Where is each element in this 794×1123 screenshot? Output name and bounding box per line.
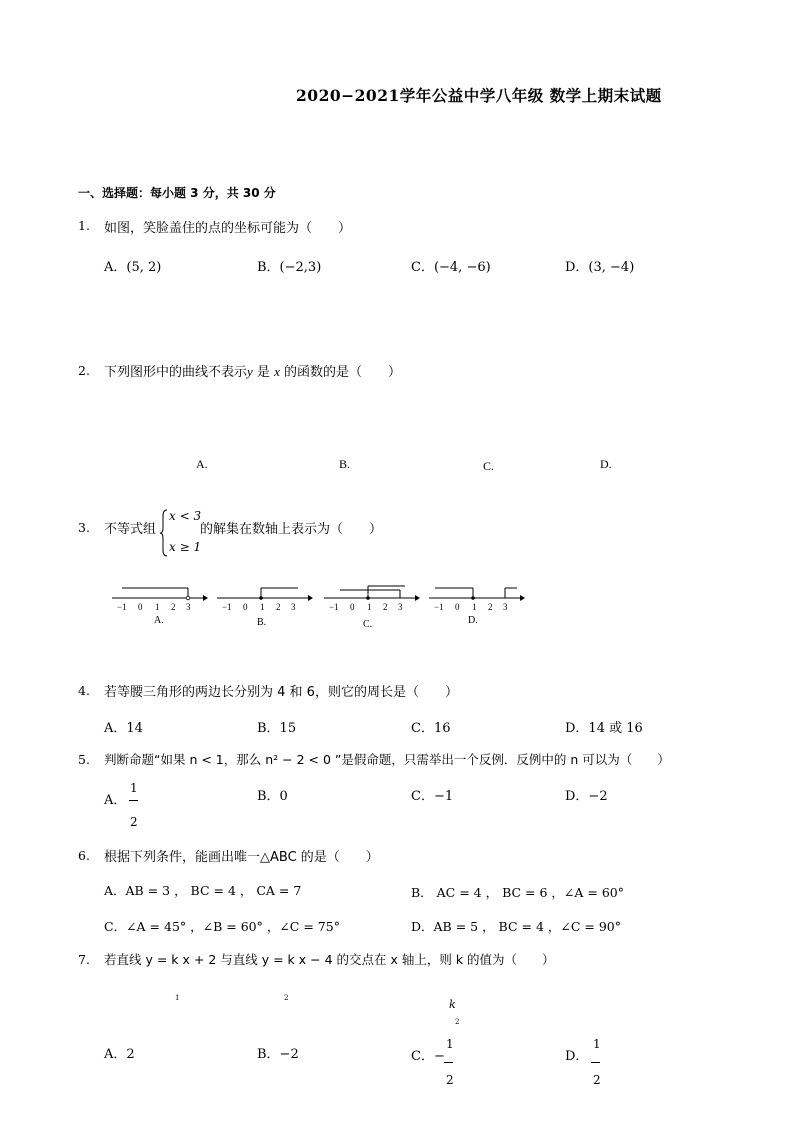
tick-label: 2 — [383, 602, 388, 612]
question-number: 5. — [78, 752, 90, 767]
option-a-prefix: A． — [104, 793, 127, 808]
number-line-c — [324, 586, 420, 612]
tick-label: 3 — [186, 602, 191, 612]
option-d: D．(3, −4) — [565, 260, 635, 275]
subscript-1: 1 — [175, 994, 180, 1002]
tick-label: 2 — [171, 602, 176, 612]
question-number: 3. — [78, 520, 90, 535]
number-line-d — [429, 588, 525, 612]
tick-label: −1 — [117, 602, 127, 612]
tick-label: 0 — [350, 602, 355, 612]
figure-label-a: A. — [196, 457, 208, 471]
question-text: 下列图形中的曲线不表示y 是 x 的函数的是（ ） — [104, 364, 401, 380]
option-c: C．(−4, −6) — [411, 260, 491, 275]
tick-label: 3 — [291, 602, 296, 612]
figure-label-d: D. — [600, 457, 612, 471]
tick-label: 1 — [367, 602, 372, 612]
option-a-denominator: 2 — [130, 815, 138, 829]
option-d-numerator: 1 — [593, 1037, 601, 1051]
option-c-numerator: 1 — [446, 1037, 454, 1051]
option-b: B．−2 — [257, 1047, 299, 1062]
option-b: B．(−2,3) — [257, 260, 322, 275]
question-text: 如图，笑脸盖住的点的坐标可能为（ ） — [104, 221, 352, 236]
fraction-bar — [591, 1062, 600, 1063]
fraction-bar — [444, 1062, 453, 1063]
option-d-prefix: D． — [565, 1049, 589, 1064]
option-d: D．14 或 16 — [565, 721, 643, 736]
option-d-denominator: 2 — [593, 1073, 601, 1087]
question-number: 7. — [78, 952, 90, 967]
option-d: D．AB = 5 ， BC = 4 ，∠C = 90° — [411, 919, 621, 934]
question-number: 1. — [78, 218, 90, 233]
ratio-k: k — [449, 998, 456, 1011]
tick-label: 1 — [472, 602, 477, 612]
tick-label: 1 — [260, 602, 265, 612]
question-text: 若直线 y = k x + 2 与直线 y = k x − 4 的交点在 x 轴上，则 k 的值为（ ） — [104, 952, 555, 967]
question-number: 6. — [78, 848, 90, 863]
tick-label: 3 — [398, 602, 403, 612]
tick-label: 1 — [155, 602, 160, 612]
fraction-bar — [129, 800, 138, 801]
tick-label: 0 — [138, 602, 143, 612]
tick-label: 2 — [276, 602, 281, 612]
question-text-before: 不等式组 — [104, 522, 157, 537]
number-line-label-a: A. — [154, 615, 164, 626]
question-number: 2. — [78, 363, 90, 378]
inequality-1: x < 3 — [169, 509, 202, 523]
number-line-label-d: D. — [468, 615, 478, 626]
option-c-prefix: C．− — [411, 1049, 445, 1064]
option-c: C．16 — [411, 721, 451, 736]
option-d: D．−2 — [565, 789, 608, 804]
page-title: 2020−2021学年公益中学八年级 数学上期末试题 — [296, 86, 662, 105]
number-line-label-c: C. — [363, 619, 373, 630]
option-b: B．0 — [257, 789, 288, 804]
question-text: 若等腰三角形的两边长分别为 4 和 6，则它的周长是（ ） — [104, 685, 458, 700]
tick-label: −1 — [434, 602, 444, 612]
section-heading: 一、选择题：每小题 3 分，共 30 分 — [78, 186, 276, 200]
option-c-denominator: 2 — [446, 1073, 454, 1087]
option-c: C．−1 — [411, 789, 454, 804]
option-a: A．(5, 2) — [104, 260, 162, 275]
option-b: B． AC = 4 ， BC = 6 ，∠A = 60° — [411, 885, 624, 900]
tick-label: 0 — [455, 602, 460, 612]
figure-label-b: B. — [339, 457, 351, 471]
number-line-label-b: B. — [257, 617, 267, 628]
inequality-2: x ≥ 1 — [169, 540, 202, 554]
subscript-2: 2 — [284, 994, 289, 1002]
tick-label: −1 — [222, 602, 232, 612]
question-text-after: 的解集在数轴上表示为（ ） — [200, 522, 383, 537]
option-a: A．2 — [104, 1047, 135, 1062]
tick-label: 0 — [243, 602, 248, 612]
number-line-a — [112, 588, 208, 612]
figure-label-c: C. — [483, 459, 495, 473]
ratio-subscript: 2 — [455, 1018, 460, 1026]
tick-label: 3 — [503, 602, 508, 612]
option-a: A．AB = 3 ， BC = 4 ， CA = 7 — [104, 883, 302, 898]
option-a: A．14 — [104, 721, 143, 736]
question-text: 判断命题“如果 n < 1，那么 n² − 2 < 0 ”是假命题，只需举出一个反例．反例中的 n 可以为（ ） — [104, 752, 670, 767]
option-b: B．15 — [257, 721, 297, 736]
number-line-b — [217, 588, 313, 612]
number-lines-figure — [108, 580, 528, 630]
option-a-numerator: 1 — [130, 781, 138, 795]
option-c: C．∠A = 45° ，∠B = 60° ，∠C = 75° — [104, 919, 340, 934]
tick-label: 2 — [488, 602, 493, 612]
question-number: 4. — [78, 683, 90, 698]
question-text: 根据下列条件，能画出唯一△ABC 的是（ ） — [104, 850, 379, 865]
tick-label: −1 — [329, 602, 339, 612]
